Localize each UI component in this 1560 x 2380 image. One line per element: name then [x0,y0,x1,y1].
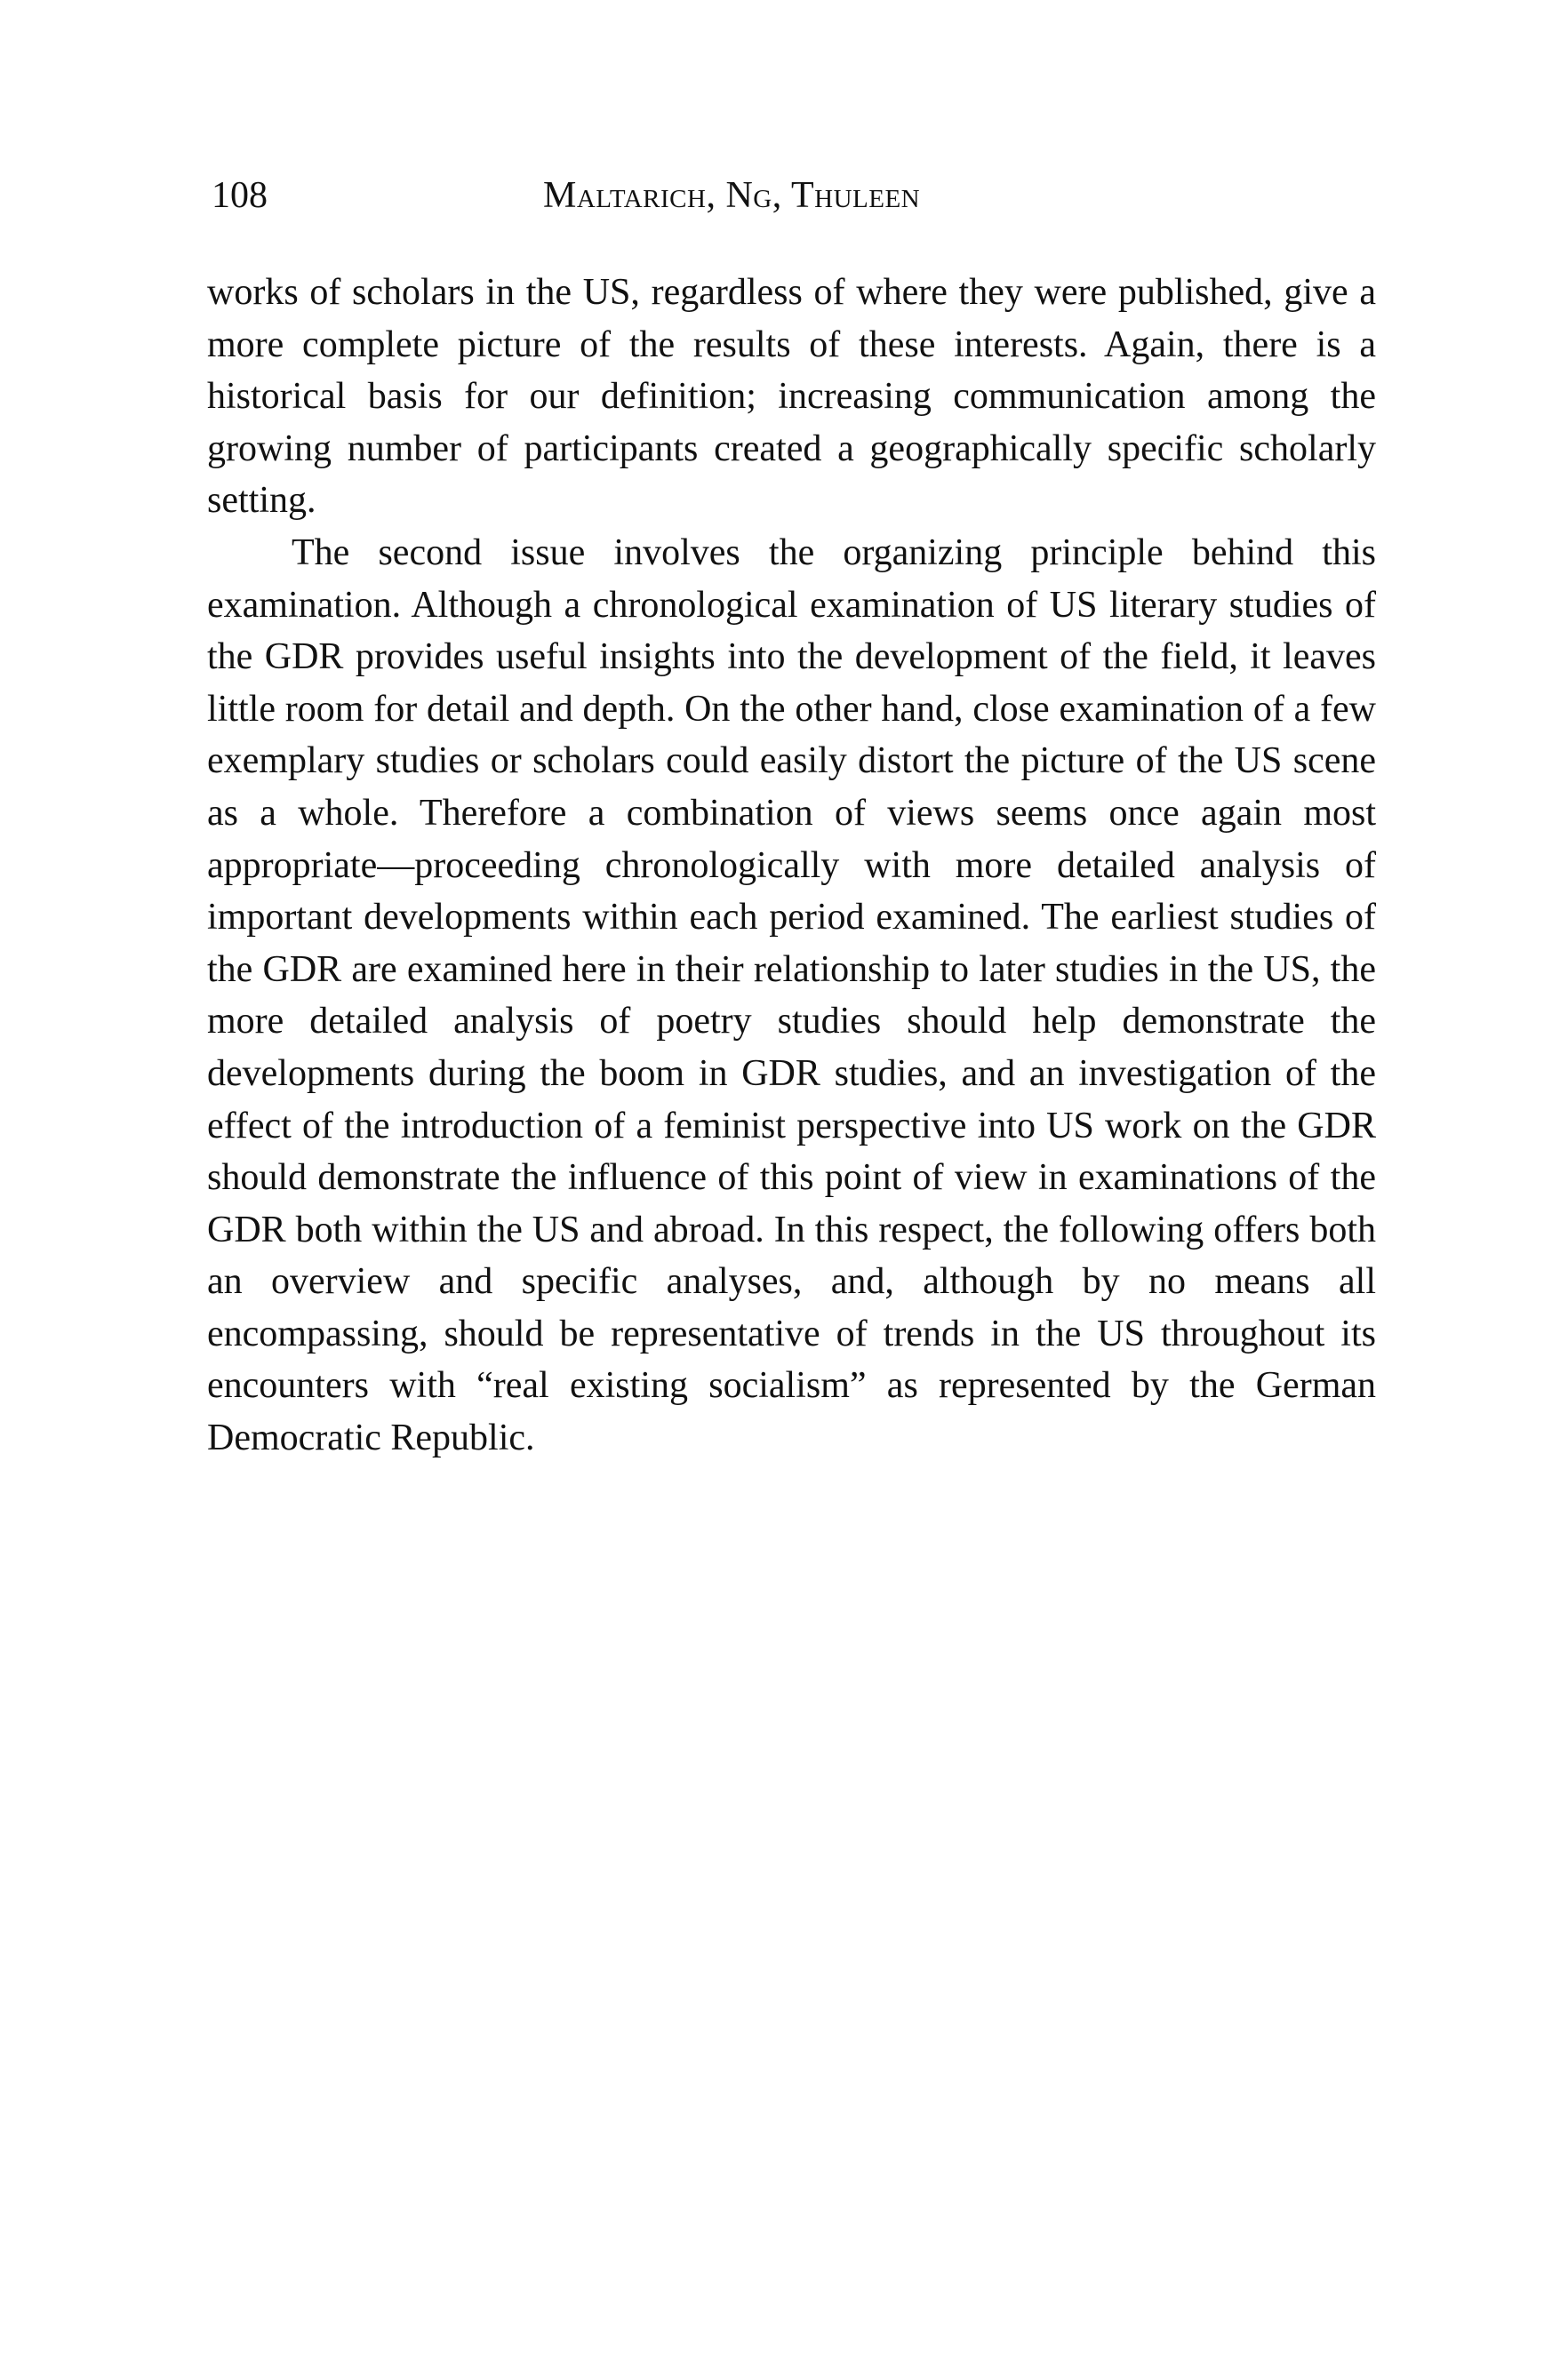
paragraph-continuation: works of scholars in the US, regardless of where they were published, give a more complete picture of the results of these interests. Again, there is a historical basis for our definition; increasing communication among the growing number of participants created a geographically specific scholarly setting. [207,272,1376,522]
running-head [212,169,1367,222]
running-title: Maltarich, Ng, Thuleen [543,175,921,216]
paragraph-second-issue: The second issue involves the organizing principle behind this examination. Although a chronological examination of US literary studies of the GDR provides useful insights into the development of the field, it leaves little room for detail and depth. On the other hand, close examination of a few exemplary studies or scholars could easily distort the picture of the US scene as a whole. Therefore a combination of views seems once again most appropriate—proceeding chronologically with more detailed analysis of important developments within each period examined. The earliest studies of the GDR are examined here in their relationship to later studies in the US, the more detailed analysis of poetry studies should help demonstrate the developments during the boom in GDR studies, and an investigation of the effect of the introduction of a feminist perspective into US work on the GDR should demonstrate the influence of this point of view in examinations of the GDR both within the US and abroad. In this respect, the following offers both an overview and specific analyses, and, although by no means all encompassing, should be representative of trends in the US throughout its encounters with “real existing socialism” as represented by the German Democratic Republic. [207,531,1376,1459]
page-number: 108 [212,175,268,216]
body-text [207,267,1376,1465]
